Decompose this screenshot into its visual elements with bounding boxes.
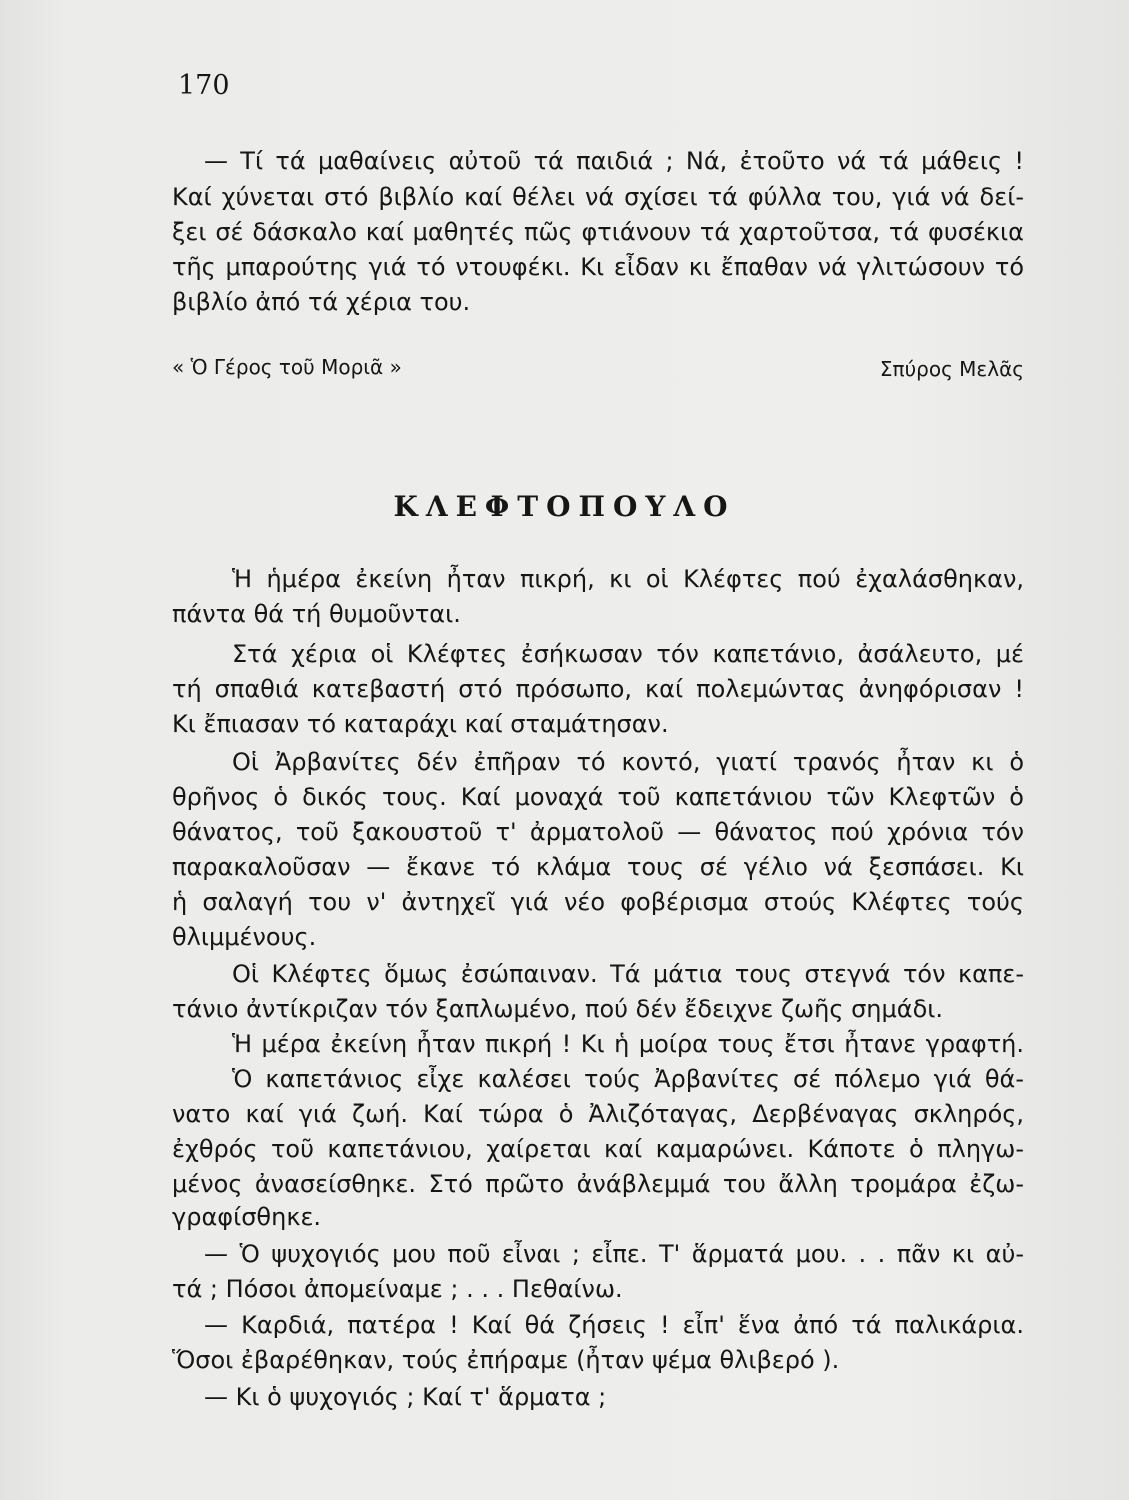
author-name: Σπύρος Μελᾶς: [879, 357, 1024, 381]
story-line: — Κι ὁ ψυχογιός ; Καί τ' ἅρματα ;: [204, 1383, 607, 1411]
story-line: Κι ἔπιασαν τό καταράχι καί σταμάτησαν.: [172, 710, 669, 738]
story-line: Ὅσοι ἐβαρέθηκαν, τούς ἐπήραμε (ἦταν ψέμα θλιβερό ).: [172, 1346, 840, 1374]
excerpt-line: βιβλίο ἀπό τά χέρια του.: [172, 288, 471, 316]
story-line: Ἡ μέρα ἐκείνη ἦταν πικρή ! Κι ἡ μοίρα τους ἔτσι ἦτανε γραφτή.: [232, 1030, 1024, 1058]
story-line: τάνιο ἀντίκριζαν τόν ξαπλωμένο, πού δέν ἔδειχνε ζωῆς σημάδι.: [172, 995, 944, 1023]
story-line: ἐχθρός τοῦ καπετάνιου, χαίρεται καί καμαρώνει. Κάποτε ὁ πληγω-: [172, 1135, 1024, 1163]
excerpt-line: — Τί τά μαθαίνεις αὐτοῦ τά παιδιά ; Νά, ἐτοῦτο νά τά μάθεις !: [204, 147, 1024, 175]
story-line: μένος ἀνασείσθηκε. Στό πρῶτο ἀνάβλεμμά του ἄλλη τρομάρα ἐζω-: [172, 1170, 1024, 1198]
story-title: ΚΛΕΦΤΟΠΟΥΛΟ: [393, 490, 736, 523]
story-line: γραφίσθηκε.: [172, 1203, 322, 1231]
story-line: παρακαλοῦσαν — ἔκανε τό κλάμα τους σέ γέλιο νά ξεσπάσει. Κι: [172, 853, 1024, 881]
story-line: — Καρδιά, πατέρα ! Καί θά ζήσεις ! εἶπ' ἕνα ἀπό τά παλικάρια.: [204, 1311, 1024, 1339]
story-line: Ὁ καπετάνιος εἶχε καλέσει τούς Ἀρβανίτες σέ πόλεμο γιά θά-: [232, 1065, 1024, 1093]
story-line: τή σπαθιά κατεβαστή στό πρόσωπο, καί πολεμώντας ἀνηφόρισαν !: [172, 675, 1024, 703]
page-number: 170: [178, 70, 230, 101]
story-line: πάντα θά τή θυμοῦνται.: [172, 600, 461, 628]
story-line: θρῆνος ὁ δικός τους. Καί μοναχά τοῦ καπετάνιου τῶν Κλεφτῶν ὁ: [172, 783, 1024, 811]
source-title: « Ὁ Γέρος τοῦ Μοριᾶ »: [172, 355, 402, 379]
story-line: τά ; Πόσοι ἀπομείναμε ; . . . Πεθαίνω.: [172, 1275, 623, 1303]
excerpt-line: τῆς μπαρούτης γιά τό ντουφέκι. Κι εἶδαν κι ἔπαθαν νά γλιτώσουν τό: [172, 253, 1024, 281]
story-line: Στά χέρια οἱ Κλέφτες ἐσήκωσαν τόν καπετάνιο, ἀσάλευτο, μέ: [232, 640, 1024, 668]
story-line: — Ὁ ψυχογιός μου ποῦ εἶναι ; εἶπε. Τ' ἅρματά μου. . . πᾶν κι αὐ-: [204, 1240, 1024, 1268]
story-line: ἡ σαλαγή του ν' ἀντηχεῖ γιά νέο φοβέρισμα στούς Κλέφτες τούς: [172, 888, 1024, 916]
story-line: θλιμμένους.: [172, 923, 317, 951]
excerpt-line: Καί χύνεται στό βιβλίο καί θέλει νά σχίσει τά φύλλα του, γιά νά δεί-: [172, 183, 1024, 211]
story-line: Ἡ ἡμέρα ἐκείνη ἦταν πικρή, κι οἱ Κλέφτες πού ἐχαλάσθηκαν,: [232, 565, 1024, 593]
excerpt-line: ξει σέ δάσκαλο καί μαθητές πῶς φτιάνουν τά χαρτοῦτσα, τά φυσέκια: [172, 218, 1024, 246]
story-line: Οἱ Κλέφτες ὅμως ἐσώπαιναν. Τά μάτια τους στεγνά τόν καπε-: [232, 960, 1024, 988]
story-line: Οἱ Ἀρβανίτες δέν ἐπῆραν τό κοντό, γιατί τρανός ἦταν κι ὁ: [232, 748, 1024, 776]
story-line: θάνατος, τοῦ ξακουστοῦ τ' ἀρματολοῦ — θάνατος πού χρόνια τόν: [172, 818, 1024, 846]
story-line: νατο καί γιά ζωή. Καί τώρα ὁ Ἀλιζόταγας, Δερβέναγας σκληρός,: [172, 1100, 1024, 1128]
